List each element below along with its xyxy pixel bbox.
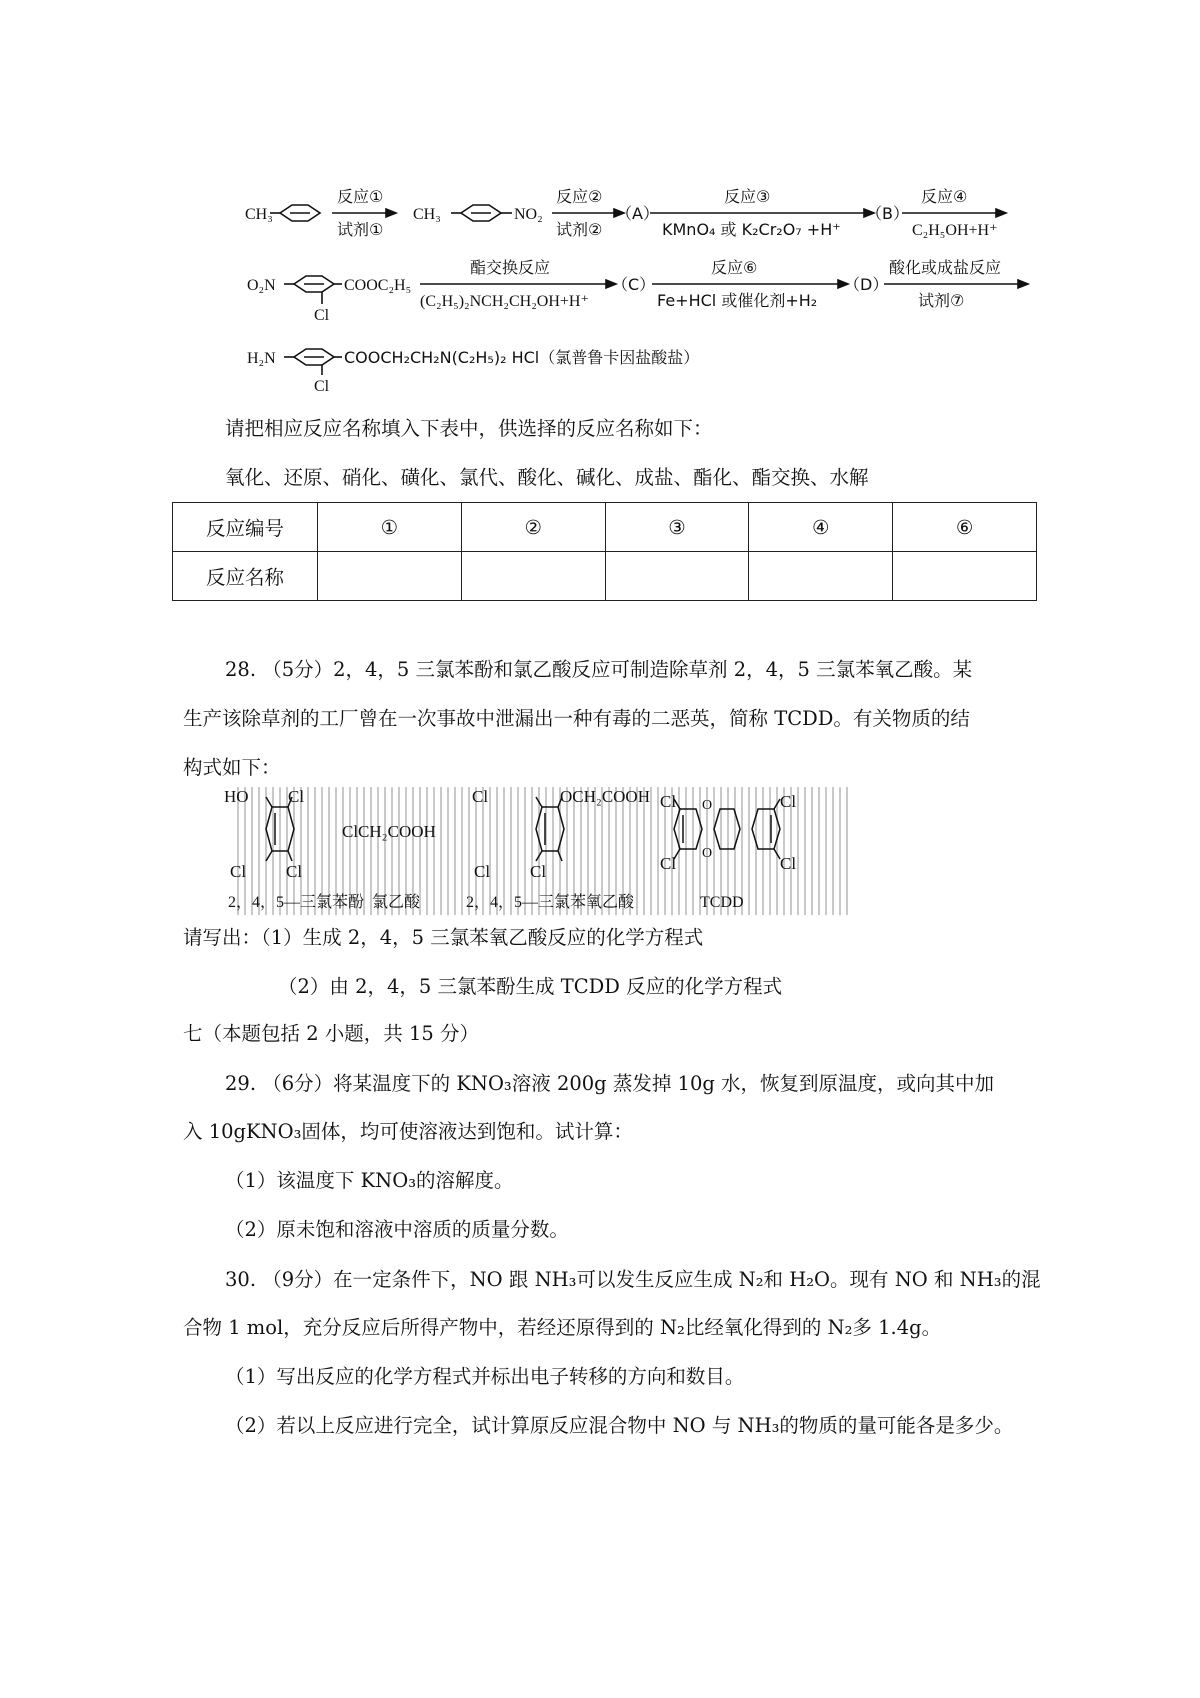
benzene-ring-3	[294, 276, 334, 292]
q29-line-1: 29. （6分）将某温度下的 KNO₃溶液 200g 蒸发掉 10g 水，恢复到原温度，或向其中加	[225, 1072, 995, 1095]
q29-line-2: 入 10gKNO₃固体，均可使溶液达到饱和。试计算：	[183, 1120, 633, 1143]
phenoxyacetic-ring	[536, 807, 564, 851]
cl-label-3: Cl	[286, 862, 303, 881]
row3-cl: Cl	[314, 378, 330, 395]
intermediate-d: （D）	[844, 275, 889, 294]
reaction-scheme	[0, 180, 1200, 395]
table-col-4: ④	[749, 503, 893, 552]
intermediate-a: （A）	[616, 204, 659, 223]
ho-label: HO	[224, 787, 249, 806]
cl-label-4: Cl	[472, 787, 489, 806]
tcdd-cl-4: Cl	[780, 854, 797, 873]
tcdd-o-top: O	[702, 798, 713, 813]
och2cooh-label: OCH₂COOH	[560, 787, 650, 806]
step3-top: 反应③	[724, 187, 771, 206]
reaction-table	[172, 502, 1037, 601]
q30-line-1: 30. （9分）在一定条件下，NO 跟 NH₃可以发生反应生成 N₂和 H₂O。现有 NO 和 NH₃的混	[225, 1268, 1041, 1291]
q28-line-1: 28. （5分）2，4，5 三氯苯酚和氯乙酸反应可制造除草剂 2，4，5 三氯苯氧乙酸。某	[225, 658, 973, 681]
benzene-ring-2	[461, 205, 501, 221]
benzene-ring-4	[294, 349, 334, 365]
step3-bottom: KMnO₄ 或 K₂Cr₂O₇ +H⁺	[662, 220, 841, 239]
intermediate-c: （C）	[612, 275, 656, 294]
structures-figure	[224, 787, 860, 917]
start-ch3: CH₃	[245, 206, 273, 223]
cl-label-2: Cl	[230, 862, 247, 881]
answer-cell-3[interactable]	[605, 552, 749, 601]
step2-bottom: 试剂②	[556, 220, 603, 239]
step1-bottom: 试剂①	[337, 220, 384, 239]
tcdd-cl-1: Cl	[660, 792, 677, 811]
step2-top: 反应②	[556, 187, 603, 206]
chloroacetic-acid-formula: ClCH₂COOH	[342, 822, 436, 841]
tcdd-o-bottom: O	[702, 846, 713, 861]
reaction-name-options: 氧化、还原、硝化、磺化、氯代、酸化、碱化、成盐、酯化、酯交换、水解	[225, 466, 869, 489]
q28-ask-1: 请写出：（1）生成 2，4，5 三氯苯氧乙酸反应的化学方程式	[183, 926, 704, 949]
row2-cl: Cl	[314, 307, 330, 324]
answer-cell-2[interactable]	[461, 552, 605, 601]
table-header-label: 反应编号	[173, 503, 318, 552]
section-7-heading: 七（本题包括 2 小题，共 15 分）	[183, 1022, 480, 1045]
step5-top: 酯交换反应	[470, 258, 551, 277]
intermediate-b: （B）	[866, 204, 909, 223]
answer-cell-6[interactable]	[893, 552, 1037, 601]
step6-top: 反应⑥	[711, 258, 758, 277]
table-header-row	[173, 503, 1037, 552]
q29-sub-1: （1）该温度下 KNO₃的溶解度。	[225, 1169, 514, 1192]
step7-top: 酸化或成盐反应	[889, 258, 1002, 277]
tcdd-cl-3: Cl	[780, 792, 797, 811]
q30-sub-1: （1）写出反应的化学方程式并标出电子转移的方向和数目。	[225, 1365, 745, 1388]
table-col-3: ③	[605, 503, 749, 552]
step5-bottom: (C₂H₅)₂NCH₂CH₂OH+H⁺	[420, 293, 589, 310]
mid1-ch3: CH₃	[413, 206, 441, 223]
cl-label-6: Cl	[530, 862, 547, 881]
instruction-line-1: 请把相应反应名称填入下表中，供选择的反应名称如下：	[225, 417, 713, 440]
table-col-1: ①	[318, 503, 462, 552]
step1-top: 反应①	[337, 187, 384, 206]
q30-line-2: 合物 1 mol，充分反应后所得产物中，若经还原得到的 N₂比经氧化得到的 N₂多 1.4g。	[183, 1316, 942, 1339]
q29-sub-2: （2）原未饱和溶液中溶质的质量分数。	[225, 1218, 569, 1241]
caption-trichlorophenol: 2，4，5—三氯苯酚	[228, 894, 365, 911]
table-col-2: ②	[461, 503, 605, 552]
step6-bottom: Fe+HCl 或催化剂+H₂	[657, 291, 818, 310]
tcdd-cl-2: Cl	[660, 854, 677, 873]
row3-h2n: H₂N	[247, 350, 276, 367]
step4-top: 反应④	[921, 187, 968, 206]
caption-tcdd: TCDD	[700, 894, 744, 911]
mid1-no2: NO₂	[514, 206, 543, 223]
trichlorophenol-ring	[266, 807, 294, 851]
row2-cooc2h5: COOC₂H₅	[344, 277, 412, 294]
table-col-6: ⑥	[893, 503, 1037, 552]
caption-chloroacetic: 氯乙酸	[372, 894, 421, 911]
answer-cell-4[interactable]	[749, 552, 893, 601]
step4-bottom: C₂H₅OH+H⁺	[912, 222, 998, 239]
q28-line-2: 生产该除草剂的工厂曾在一次事故中泄漏出一种有毒的二恶英，简称 TCDD。有关物质的结	[183, 707, 970, 730]
step7-bottom: 试剂⑦	[918, 291, 965, 310]
table-row-label: 反应名称	[173, 552, 318, 601]
q30-sub-2: （2）若以上反应进行完全，试计算原反应混合物中 NO 与 NH₃的物质的量可能各是多少。	[225, 1414, 1014, 1437]
caption-phenoxyacetic: 2，4，5—三氯苯氧乙酸	[466, 894, 635, 911]
answer-cell-1[interactable]	[318, 552, 462, 601]
q28-ask-2: （2）由 2，4，5 三氯苯酚生成 TCDD 反应的化学方程式	[278, 975, 783, 998]
q28-line-3: 构式如下：	[183, 756, 281, 779]
cl-label-1: Cl	[288, 787, 305, 806]
cl-label-5: Cl	[474, 862, 491, 881]
row2-o2n: O₂N	[247, 277, 276, 294]
tcdd-skeleton	[674, 799, 780, 859]
table-answer-row	[173, 552, 1037, 601]
row3-product: COOCH₂CH₂N(C₂H₅)₂ HCl（氯普鲁卡因盐酸盐）	[344, 348, 700, 367]
benzene-ring-1	[280, 205, 320, 221]
